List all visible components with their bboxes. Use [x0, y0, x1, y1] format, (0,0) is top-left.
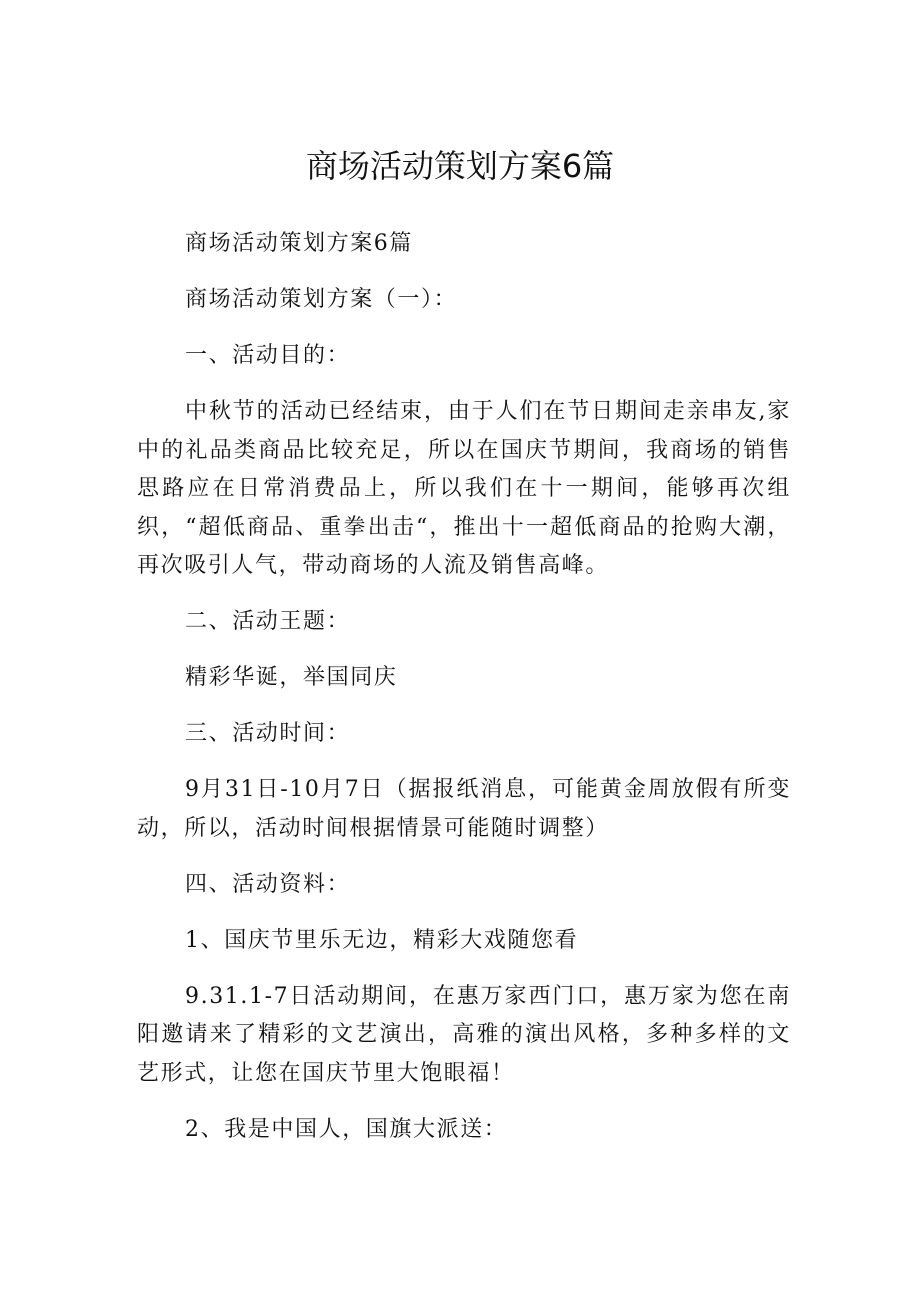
paragraph-theme-text: 精彩华诞，举国同庆	[185, 665, 398, 691]
paragraph-time-text: 9月31日-10月7日（据报纸消息，可能黄金周放假有所变动，所以，活动时间根据情景可能随时调整）	[137, 777, 791, 841]
paragraph-item-1-text: 9.31.1-7日活动期间，在惠万家西门口，惠万家为您在南阳邀请来了精彩的文艺演出，高雅的演出风格，多种多样的文艺形式，让您在国庆节里大饱眼福！	[137, 983, 791, 1086]
paragraph-purpose-text: 中秋节的活动已经结束，由于人们在节日期间走亲串友,家中的礼品类商品比较充足，所以在国庆节期间，我商场的销售思路应在日常消费品上，所以我们在十一期间，能够再次组织，“超低商品、重拳出击“，推出十一超低商品的抢购大潮，再次吸引人气，带动商场的人流及销售高峰。	[137, 398, 791, 579]
paragraph-subtitle: 商场活动策划方案6篇	[185, 231, 413, 256]
paragraph-item-2: 2、我是中国人，国旗大派送：	[185, 1116, 508, 1142]
paragraph-item-1: 1、国庆节里乐无边，精彩大戏随您看	[185, 927, 579, 953]
paragraph-heading-content: 四、活动资料：	[185, 871, 351, 897]
document-title: 商场活动策划方案6篇	[305, 147, 615, 185]
paragraph-heading-theme: 二、活动王题：	[185, 609, 351, 635]
paragraph-heading-time: 三、活动时间：	[185, 721, 351, 747]
paragraph-heading-purpose: 一、活动目的：	[185, 342, 351, 368]
document-body	[137, 225, 791, 1167]
paragraph-section-heading: 商场活动策划方案（一）：	[185, 286, 458, 312]
